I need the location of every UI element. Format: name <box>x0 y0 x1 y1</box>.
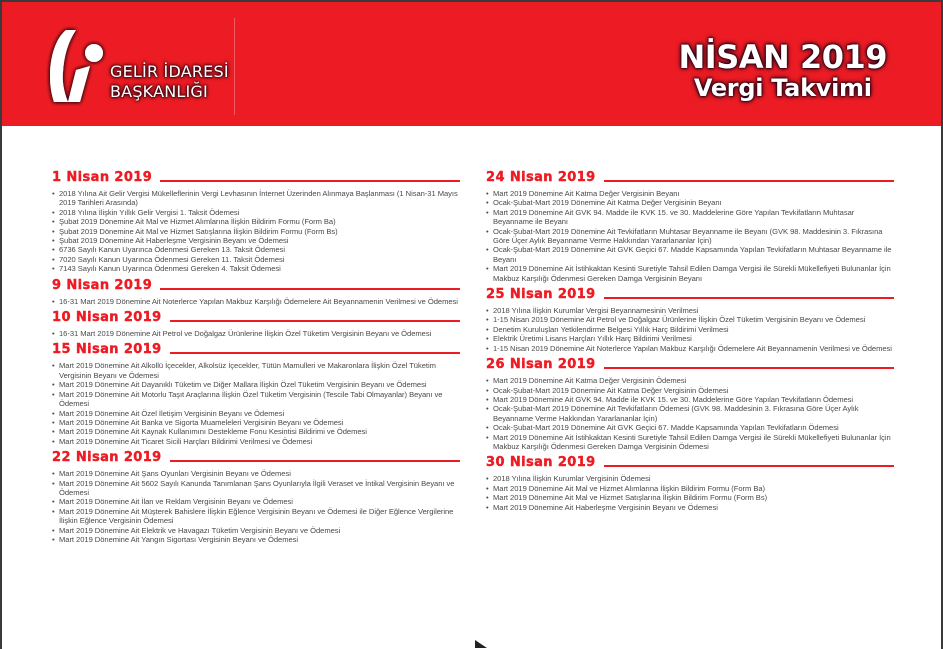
deadline-list <box>52 361 460 446</box>
date-heading <box>486 170 894 186</box>
bullet-icon: • <box>52 254 55 264</box>
date-label: 22 Nisan 2019 <box>52 450 162 466</box>
deadline-item <box>486 386 894 395</box>
date-section <box>52 450 460 544</box>
bullet-icon: • <box>486 245 489 255</box>
gib-logo <box>46 26 236 106</box>
date-heading <box>52 342 460 358</box>
deadline-item <box>52 427 460 436</box>
bullet-icon: • <box>486 226 489 236</box>
deadline-item <box>52 329 460 338</box>
bullet-icon: • <box>486 493 489 503</box>
deadline-text: Mart 2019 Dönemine Ait Motorlu Taşıt Araçlarına İlişkin Özel Tüketim Vergisinin (Tescile Tabi Olmayanlar) Beyanı ve Ödemesi <box>59 389 443 409</box>
date-heading <box>52 170 460 186</box>
deadline-text: 16-31 Mart 2019 Dönemine Ait Petrol ve Doğalgaz Ürünlerine İlişkin Özel Tüketim Vergisinin Beyanı ve Ödemesi <box>59 329 432 339</box>
deadline-item <box>486 404 894 423</box>
deadline-item <box>52 245 460 254</box>
deadline-text: Mart 2019 Dönemine Ait Özel İletişim Vergisinin Beyanı ve Ödemesi <box>59 408 285 418</box>
date-label: 15 Nisan 2019 <box>52 342 162 358</box>
tax-calendar-page <box>2 2 941 649</box>
deadline-item <box>52 507 460 526</box>
bullet-icon: • <box>486 306 489 316</box>
bullet-icon: • <box>486 404 489 414</box>
left-column <box>52 170 460 548</box>
mouse-cursor-icon <box>475 640 487 648</box>
date-heading <box>486 287 894 303</box>
deadline-list <box>486 474 894 512</box>
bullet-icon: • <box>52 361 55 371</box>
right-column <box>486 170 894 516</box>
bullet-icon: • <box>52 506 55 516</box>
bullet-icon: • <box>486 189 489 198</box>
deadline-item <box>52 437 460 446</box>
title-subtitle: Vergi Takvimi <box>693 74 872 102</box>
bullet-icon: • <box>486 264 489 274</box>
deadline-text: Ocak-Şubat-Mart 2019 Dönemine Ait GVK Geçici 67. Madde Kapsamında Yapılan Tevkifatların Muhtasar Beyanname ile Beyanı <box>493 245 892 264</box>
deadline-text: Mart 2019 Dönemine Ait Haberleşme Vergisinin Beyanı ve Ödemesi <box>493 502 718 512</box>
deadline-text: Ocak-Şubat-Mart 2019 Dönemine Ait Tevkifatların Muhtasar Beyanname ile Beyanı (GVK 98. Maddesinin 3. Fıkrasına Göre Üçer Aylık Beyanname Verme Hakkından Yararlananlar İçin) <box>493 226 883 246</box>
deadline-text: Denetim Kuruluşları Yetkilendirme Belgesi Yıllık Harç Bildirimi Verilmesi <box>493 324 729 334</box>
date-rule-divider <box>604 297 894 299</box>
deadline-text: Mart 2019 Dönemine Ait Mal ve Hizmet Alımlarına İlişkin Bildirim Formu (Form Ba) <box>493 483 765 493</box>
deadline-text: 7143 Sayılı Kanun Uyarınca Ödenmesi Gereken 4. Taksit Ödemesi <box>59 264 281 274</box>
deadline-text: Mart 2019 Dönemine Ait İlan ve Reklam Vergisinin Beyanı ve Ödemesi <box>59 497 293 507</box>
deadline-item <box>52 469 460 478</box>
gib-gi-logo-icon <box>46 26 110 106</box>
deadline-text: Mart 2019 Dönemine Ait Müşterek Bahislere İlişkin Eğlence Vergisinin Beyanı ve Ödemesi ile Diğer Eğlence Vergilerine İlişkin Eğlence Vergisinin Ödemesi <box>59 506 454 526</box>
deadline-text: Mart 2019 Dönemine Ait Şans Oyunları Vergisinin Beyanı ve Ödemesi <box>59 469 291 479</box>
date-rule-divider <box>604 180 894 182</box>
deadline-text: Mart 2019 Dönemine Ait Yangın Sigortası Vergisinin Beyanı ve Ödemesi <box>59 534 299 544</box>
deadline-list <box>486 376 894 451</box>
date-section <box>52 278 460 306</box>
bullet-icon: • <box>52 469 55 479</box>
deadline-text: 6736 Sayılı Kanun Uyarınca Ödenmesi Gereken 13. Taksit Ödemesi <box>59 245 285 255</box>
deadline-item <box>52 217 460 226</box>
deadline-text: Şubat 2019 Dönemine Ait Haberleşme Vergisinin Beyanı ve Ödemesi <box>59 236 289 246</box>
deadline-item <box>486 433 894 452</box>
deadline-item <box>486 423 894 432</box>
deadline-text: Mart 2019 Dönemine Ait Banka ve Sigorta Muameleleri Vergisinin Beyanı ve Ödemesi <box>59 417 344 427</box>
deadline-item <box>52 409 460 418</box>
bullet-icon: • <box>52 389 55 399</box>
deadline-item <box>486 189 894 198</box>
deadline-item <box>52 361 460 380</box>
deadline-text: 2018 Yılına İlişkin Yıllık Gelir Vergisi 1. Taksit Ödemesi <box>59 207 240 217</box>
date-section <box>486 287 894 353</box>
deadline-text: 2018 Yılına İlişkin Kurumlar Vergisi Beyannamesinin Verilmesi <box>493 306 699 316</box>
title-month-year: NİSAN 2019 <box>678 38 887 76</box>
date-heading <box>486 357 894 373</box>
deadline-list <box>52 297 460 306</box>
bullet-icon: • <box>486 315 489 325</box>
deadline-item <box>52 208 460 217</box>
date-section <box>486 455 894 512</box>
deadline-text: 16-31 Mart 2019 Dönemine Ait Noterlerce Yapılan Makbuz Karşılığı Ödemelere Ait Beyannamenin Verilmesi ve Ödemesi <box>59 296 458 306</box>
deadline-item <box>52 236 460 245</box>
bullet-icon: • <box>52 408 55 418</box>
bullet-icon: • <box>52 329 55 339</box>
deadline-item <box>486 503 894 512</box>
bullet-icon: • <box>52 525 55 535</box>
deadline-text: Mart 2019 Dönemine Ait İstihkaktan Kesinti Suretiyle Tahsil Edilen Damga Vergisi ile Sürekli Mükellefiyeti Bulunanlar İçin Makbuz Karşılığı Ödenmesi Gereken Damga Vergisinin Beyanı <box>493 264 891 283</box>
deadline-text: 7020 Sayılı Kanun Uyarınca Ödenmesi Gereken 11. Taksit Ödemesi <box>59 254 285 264</box>
deadline-text: Mart 2019 Dönemine Ait GVK 94. Madde ile KVK 15. ve 30. Maddelerine Göre Yapılan Tevkifatların Ödemesi <box>493 394 854 404</box>
deadline-list <box>52 329 460 338</box>
deadline-list <box>52 189 460 274</box>
deadline-item <box>486 493 894 502</box>
date-heading <box>486 455 894 471</box>
deadline-list <box>486 306 894 353</box>
date-label: 10 Nisan 2019 <box>52 310 162 326</box>
date-section <box>52 342 460 446</box>
deadline-item <box>486 376 894 385</box>
bullet-icon: • <box>52 534 55 544</box>
date-heading <box>52 310 460 326</box>
deadline-text: 1-15 Nisan 2019 Dönemine Ait Noterlerce Yapılan Makbuz Karşılığı Ödemelere Ait Beyannamenin Verilmesi ve Ödemesi <box>493 343 892 353</box>
deadline-item <box>486 484 894 493</box>
date-label: 26 Nisan 2019 <box>486 357 596 373</box>
page-title <box>679 40 887 102</box>
deadline-text: Elektrik Üretimi Lisans Harçları Yıllık Harç Bildirimi Verilmesi <box>493 334 692 344</box>
bullet-icon: • <box>52 226 55 236</box>
logo-line-1: GELİR İDARESİ <box>110 62 229 81</box>
date-label: 1 Nisan 2019 <box>52 170 153 185</box>
bullet-icon: • <box>486 432 489 442</box>
deadline-item <box>52 264 460 273</box>
bullet-icon: • <box>486 324 489 334</box>
header-banner <box>2 2 941 126</box>
bullet-icon: • <box>52 417 55 427</box>
bullet-icon: • <box>52 264 55 274</box>
deadline-item <box>486 264 894 283</box>
deadline-item <box>486 315 894 324</box>
bullet-icon: • <box>486 343 489 353</box>
date-rule-divider <box>160 288 460 290</box>
date-rule-divider <box>170 460 460 462</box>
bullet-icon: • <box>486 474 489 484</box>
deadline-text: Mart 2019 Dönemine Ait Elektrik ve Havagazı Tüketim Vergisinin Beyanı ve Ödemesi <box>59 525 341 535</box>
deadline-item <box>52 535 460 544</box>
date-rule-divider <box>170 320 460 322</box>
bullet-icon: • <box>52 189 55 198</box>
deadline-text: Ocak-Şubat-Mart 2019 Dönemine Ait Tevkifatların Ödemesi (GVK 98. Maddesinin 3. Fıkrasına Göre Üçer Aylık Beyanname Verme Hakkından Yararlananlar İçin) <box>493 404 859 423</box>
deadline-item <box>52 390 460 409</box>
deadline-text: Mart 2019 Dönemine Ait Ticaret Sicili Harçları Bildirimi Verilmesi ve Ödemesi <box>59 436 313 446</box>
deadline-text: Şubat 2019 Dönemine Ait Mal ve Hizmet Alımlarına İlişkin Bildirim Formu (Form Ba) <box>59 217 336 227</box>
logo-line-2: BAŞKANLIĞI <box>110 82 208 101</box>
deadline-text: Mart 2019 Dönemine Ait 5602 Sayılı Kanunda Tanımlanan Şans Oyunlarıyla İlgili Veraset ve İntikal Vergisinin Beyanı ve Ödemesi <box>59 478 455 497</box>
deadline-item <box>486 208 894 227</box>
date-label: 25 Nisan 2019 <box>486 287 596 303</box>
bullet-icon: • <box>486 502 489 512</box>
bullet-icon: • <box>52 296 55 306</box>
deadline-item <box>486 245 894 264</box>
deadline-text: Mart 2019 Dönemine Ait Katma Değer Vergisinin Beyanı <box>493 189 680 198</box>
bullet-icon: • <box>486 376 489 386</box>
deadline-item <box>486 198 894 207</box>
date-section <box>486 170 894 283</box>
deadline-text: Ocak-Şubat-Mart 2019 Dönemine Ait Katma Değer Vergisinin Beyanı <box>493 198 722 208</box>
bullet-icon: • <box>486 394 489 404</box>
bullet-icon: • <box>486 207 489 217</box>
deadline-text: Mart 2019 Dönemine Ait Mal ve Hizmet Satışlarına İlişkin Bildirim Formu (Form Bs) <box>493 493 768 503</box>
bullet-icon: • <box>486 423 489 433</box>
deadline-item <box>52 380 460 389</box>
date-rule-divider <box>604 465 894 467</box>
deadline-item <box>486 344 894 353</box>
deadline-text: Mart 2019 Dönemine Ait Katma Değer Vergisinin Ödemesi <box>493 376 687 386</box>
deadline-text: Şubat 2019 Dönemine Ait Mal ve Hizmet Satışlarına İlişkin Bildirim Formu (Form Bs) <box>59 226 338 236</box>
deadline-text: 2018 Yılına Ait Gelir Vergisi Mükelleflerinin Vergi Levhasının İnternet Üzerinden Alınmaya Başlanması (1 Nisan-31 Mayıs 2019 Tarihleri Arasında) <box>59 189 458 208</box>
deadline-text: Mart 2019 Dönemine Ait Dayanıklı Tüketim ve Diğer Mallara İlişkin Özel Tüketim Vergisinin Beyanı ve Ödemesi <box>59 380 427 390</box>
bullet-icon: • <box>52 236 55 246</box>
deadline-text: Mart 2019 Dönemine Ait İstihkaktan Kesinti Suretiyle Tahsil Edilen Damga Vergisi ile Sürekli Mükellefiyeti Bulunanlar İçin Makbuz Karşılığı Ödenmesi Gereken Damga Vergisinin Ödemesi <box>493 432 891 451</box>
bullet-icon: • <box>52 207 55 217</box>
deadline-text: Ocak-Şubat-Mart 2019 Dönemine Ait GVK Geçici 67. Madde Kapsamında Yapılan Tevkifatların Ödemesi <box>493 423 839 433</box>
bullet-icon: • <box>52 436 55 446</box>
date-label: 9 Nisan 2019 <box>52 277 153 293</box>
deadline-text: 2018 Yılına İlişkin Kurumlar Vergisinin Ödemesi <box>493 474 651 484</box>
deadline-text: Mart 2019 Dönemine Ait GVK 94. Madde ile KVK 15. ve 30. Maddelerine Göre Yapılan Tevkifatların Muhtasar Beyanname ile Beyanı <box>493 207 855 227</box>
deadline-item <box>52 297 460 306</box>
date-section <box>486 357 894 451</box>
deadline-text: Mart 2019 Dönemine Ait Kaynak Kullanımını Destekleme Fonu Kesintisi Bildirimi ve Ödemesi <box>59 427 367 437</box>
date-heading <box>52 278 460 294</box>
bullet-icon: • <box>52 478 55 488</box>
bullet-icon: • <box>52 217 55 227</box>
deadline-item <box>486 306 894 315</box>
date-rule-divider <box>604 367 894 369</box>
deadline-list <box>52 469 460 544</box>
date-heading <box>52 450 460 466</box>
deadline-item <box>52 418 460 427</box>
bullet-icon: • <box>52 380 55 390</box>
bullet-icon: • <box>486 334 489 344</box>
bullet-icon: • <box>52 245 55 255</box>
deadline-item <box>486 334 894 343</box>
deadline-item <box>486 325 894 334</box>
logo-divider <box>234 18 235 115</box>
date-section <box>52 310 460 338</box>
deadline-item <box>52 255 460 264</box>
deadline-text: 1-15 Nisan 2019 Dönemine Ait Petrol ve Doğalgaz Ürünlerine İlişkin Özel Tüketim Vergisinin Beyanı ve Ödemesi <box>493 315 866 325</box>
deadline-text: Mart 2019 Dönemine Ait Alkollü İçecekler, Alkolsüz İçecekler, Tütün Mamulleri ve Makaronlara İlişkin Özel Tüketim Vergisinin Beyanı ve Ödemesi <box>59 361 436 380</box>
bullet-icon: • <box>52 427 55 437</box>
deadline-item <box>52 497 460 506</box>
deadline-item <box>486 395 894 404</box>
bullet-icon: • <box>486 385 489 395</box>
bullet-icon: • <box>486 198 489 208</box>
bullet-icon: • <box>52 497 55 507</box>
date-section <box>52 170 460 274</box>
deadline-item <box>52 526 460 535</box>
deadline-item <box>52 189 460 208</box>
deadline-item <box>52 479 460 498</box>
date-label: 30 Nisan 2019 <box>486 455 596 471</box>
date-label: 24 Nisan 2019 <box>486 170 596 185</box>
deadline-item <box>52 227 460 236</box>
deadline-item <box>486 227 894 246</box>
date-rule-divider <box>170 352 460 354</box>
date-rule-divider <box>160 180 460 182</box>
deadline-list <box>486 189 894 283</box>
deadline-item <box>486 474 894 483</box>
deadline-text: Ocak-Şubat-Mart 2019 Dönemine Ait Katma Değer Vergisinin Ödemesi <box>493 385 729 395</box>
bullet-icon: • <box>486 483 489 493</box>
